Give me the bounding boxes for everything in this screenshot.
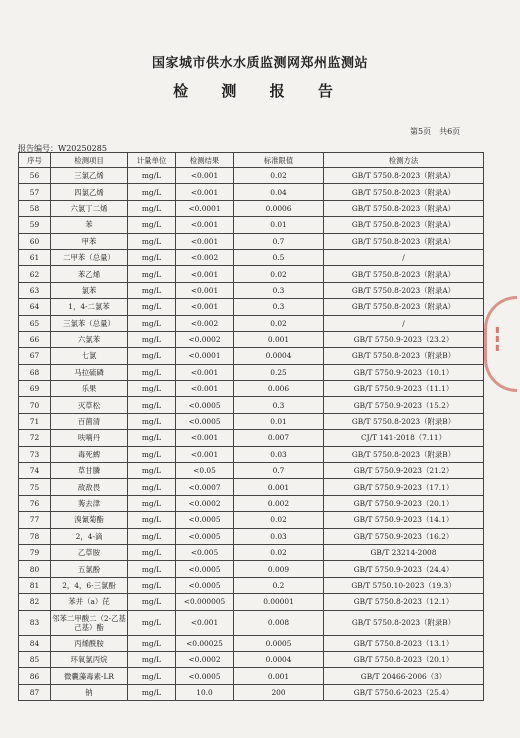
table-row bbox=[19, 544, 484, 560]
cell-index: 81 bbox=[19, 577, 51, 593]
report-number: 报告编号：W20250285 bbox=[18, 144, 107, 153]
cell-method: GB/T 5750.9-2023（14.1） bbox=[324, 512, 484, 528]
cell-result: <0.002 bbox=[176, 249, 234, 265]
cell-index: 87 bbox=[19, 684, 51, 700]
cell-result: <0.0005 bbox=[176, 397, 234, 413]
cell-limit: 0.01 bbox=[234, 413, 324, 429]
cell-item: 毒死蜱 bbox=[51, 446, 128, 462]
cell-limit: 0.006 bbox=[234, 381, 324, 397]
col-header-unit: 计量单位 bbox=[128, 153, 176, 168]
table-row bbox=[19, 249, 484, 265]
cell-result: <0.0002 bbox=[176, 651, 234, 667]
cell-item: 马拉硫磷 bbox=[51, 364, 128, 380]
table-row bbox=[19, 233, 484, 249]
cell-index: 62 bbox=[19, 266, 51, 282]
cell-item: 邻苯二甲酸二（2-乙基己基）酯 bbox=[51, 610, 128, 635]
cell-result: <0.0005 bbox=[176, 512, 234, 528]
cell-item: 甲苯 bbox=[51, 233, 128, 249]
cell-limit: 0.02 bbox=[234, 544, 324, 560]
cell-unit: mg/L bbox=[128, 594, 176, 610]
table-row bbox=[19, 315, 484, 331]
table-row bbox=[19, 217, 484, 233]
cell-result: <0.0005 bbox=[176, 413, 234, 429]
cell-result: 10.0 bbox=[176, 684, 234, 700]
cell-result: <0.000005 bbox=[176, 594, 234, 610]
cell-item: 钠 bbox=[51, 684, 128, 700]
cell-limit: 0.0006 bbox=[234, 200, 324, 216]
cell-result: <0.001 bbox=[176, 217, 234, 233]
cell-limit: 0.002 bbox=[234, 495, 324, 511]
table-row bbox=[19, 168, 484, 184]
cell-item: 敌敌畏 bbox=[51, 479, 128, 495]
table-row bbox=[19, 594, 484, 610]
cell-item: 三氯乙烯 bbox=[51, 168, 128, 184]
cell-method: GB/T 5750.8-2023（12.1） bbox=[324, 594, 484, 610]
cell-unit: mg/L bbox=[128, 233, 176, 249]
cell-method: GB/T 5750.8-2023（附录B） bbox=[324, 413, 484, 429]
cell-result: <0.001 bbox=[176, 266, 234, 282]
cell-method: GB/T 5750.8-2023（附录A） bbox=[324, 299, 484, 315]
cell-method: GB/T 5750.9-2023（17.1） bbox=[324, 479, 484, 495]
table-row bbox=[19, 495, 484, 511]
cell-index: 84 bbox=[19, 635, 51, 651]
cell-unit: mg/L bbox=[128, 282, 176, 298]
cell-limit: 200 bbox=[234, 684, 324, 700]
cell-unit: mg/L bbox=[128, 610, 176, 635]
cell-unit: mg/L bbox=[128, 544, 176, 560]
cell-unit: mg/L bbox=[128, 381, 176, 397]
cell-unit: mg/L bbox=[128, 651, 176, 667]
cell-limit: 0.00001 bbox=[234, 594, 324, 610]
cell-method: GB/T 5750.8-2023（附录A） bbox=[324, 217, 484, 233]
cell-method: GB/T 5750.8-2023（附录A） bbox=[324, 168, 484, 184]
cell-index: 78 bbox=[19, 528, 51, 544]
cell-limit: 0.02 bbox=[234, 315, 324, 331]
cell-result: <0.001 bbox=[176, 610, 234, 635]
table-row bbox=[19, 266, 484, 282]
table-row bbox=[19, 512, 484, 528]
cell-item: 苯乙烯 bbox=[51, 266, 128, 282]
cell-limit: 0.001 bbox=[234, 479, 324, 495]
cell-unit: mg/L bbox=[128, 331, 176, 347]
cell-limit: 0.02 bbox=[234, 168, 324, 184]
cell-index: 70 bbox=[19, 397, 51, 413]
table-row bbox=[19, 331, 484, 347]
cell-unit: mg/L bbox=[128, 266, 176, 282]
table-row bbox=[19, 364, 484, 380]
table-row bbox=[19, 200, 484, 216]
table-row bbox=[19, 561, 484, 577]
cell-result: <0.0005 bbox=[176, 528, 234, 544]
cell-unit: mg/L bbox=[128, 463, 176, 479]
cell-index: 72 bbox=[19, 430, 51, 446]
col-header-result: 检测结果 bbox=[176, 153, 234, 168]
cell-index: 64 bbox=[19, 299, 51, 315]
cell-item: 2，4-滴 bbox=[51, 528, 128, 544]
table-row bbox=[19, 299, 484, 315]
cell-method: GB/T 5750.9-2023（16.2） bbox=[324, 528, 484, 544]
table-row bbox=[19, 668, 484, 684]
cell-limit: 0.01 bbox=[234, 217, 324, 233]
cell-item: 微囊藻毒素-LR bbox=[51, 668, 128, 684]
table-row bbox=[19, 577, 484, 593]
cell-method: GB/T 23214-2008 bbox=[324, 544, 484, 560]
cell-unit: mg/L bbox=[128, 479, 176, 495]
cell-item: 三氯苯（总量） bbox=[51, 315, 128, 331]
cell-unit: mg/L bbox=[128, 217, 176, 233]
cell-method: GB/T 5750.8-2023（附录B） bbox=[324, 348, 484, 364]
cell-method: / bbox=[324, 315, 484, 331]
table-row bbox=[19, 430, 484, 446]
cell-method: GB/T 5750.9-2023（21.2） bbox=[324, 463, 484, 479]
cell-result: <0.0005 bbox=[176, 668, 234, 684]
cell-index: 68 bbox=[19, 364, 51, 380]
report-title: 检 测 报 告 bbox=[173, 82, 347, 100]
cell-limit: 0.2 bbox=[234, 577, 324, 593]
cell-item: 二甲苯（总量） bbox=[51, 249, 128, 265]
cell-limit: 0.7 bbox=[234, 463, 324, 479]
cell-index: 63 bbox=[19, 282, 51, 298]
cell-limit: 0.001 bbox=[234, 331, 324, 347]
cell-unit: mg/L bbox=[128, 413, 176, 429]
cell-index: 76 bbox=[19, 495, 51, 511]
cell-unit: mg/L bbox=[128, 635, 176, 651]
cell-limit: 0.007 bbox=[234, 430, 324, 446]
cell-method: GB/T 5750.9-2023（11.1） bbox=[324, 381, 484, 397]
table-row bbox=[19, 282, 484, 298]
cell-item: 四氯乙烯 bbox=[51, 184, 128, 200]
cell-item: 2，4，6-三氯酚 bbox=[51, 577, 128, 593]
cell-unit: mg/L bbox=[128, 299, 176, 315]
cell-unit: mg/L bbox=[128, 668, 176, 684]
cell-item: 乙草胺 bbox=[51, 544, 128, 560]
cell-unit: mg/L bbox=[128, 168, 176, 184]
col-header-method: 检测方法 bbox=[324, 153, 484, 168]
table-row bbox=[19, 651, 484, 667]
cell-index: 82 bbox=[19, 594, 51, 610]
cell-index: 69 bbox=[19, 381, 51, 397]
cell-unit: mg/L bbox=[128, 184, 176, 200]
cell-method: GB/T 5750.10-2023（19.3） bbox=[324, 577, 484, 593]
cell-result: <0.0002 bbox=[176, 331, 234, 347]
cell-unit: mg/L bbox=[128, 200, 176, 216]
cell-item: 六氯苯 bbox=[51, 331, 128, 347]
cell-index: 85 bbox=[19, 651, 51, 667]
cell-method: GB/T 5750.9-2023（20.1） bbox=[324, 495, 484, 511]
cell-item: 苯并（a）芘 bbox=[51, 594, 128, 610]
cell-limit: 0.04 bbox=[234, 184, 324, 200]
cell-limit: 0.02 bbox=[234, 512, 324, 528]
cell-result: <0.001 bbox=[176, 299, 234, 315]
cell-index: 86 bbox=[19, 668, 51, 684]
table-row bbox=[19, 528, 484, 544]
cell-method: GB/T 5750.8-2023（附录A） bbox=[324, 282, 484, 298]
cell-limit: 0.001 bbox=[234, 668, 324, 684]
cell-result: <0.05 bbox=[176, 463, 234, 479]
cell-unit: mg/L bbox=[128, 684, 176, 700]
cell-limit: 0.02 bbox=[234, 266, 324, 282]
cell-method: / bbox=[324, 249, 484, 265]
cell-limit: 0.03 bbox=[234, 528, 324, 544]
cell-result: <0.001 bbox=[176, 364, 234, 380]
cell-method: GB/T 5750.8-2023（附录A） bbox=[324, 233, 484, 249]
cell-result: <0.00025 bbox=[176, 635, 234, 651]
cell-index: 61 bbox=[19, 249, 51, 265]
cell-method: CJ/T 141-2018（7.11） bbox=[324, 430, 484, 446]
cell-index: 59 bbox=[19, 217, 51, 233]
cell-index: 73 bbox=[19, 446, 51, 462]
cell-method: GB/T 5750.8-2023（附录A） bbox=[324, 200, 484, 216]
cell-method: GB/T 5750.9-2023（15.2） bbox=[324, 397, 484, 413]
cell-limit: 0.03 bbox=[234, 446, 324, 462]
cell-limit: 0.3 bbox=[234, 299, 324, 315]
cell-item: 五氯酚 bbox=[51, 561, 128, 577]
table-row bbox=[19, 684, 484, 700]
cell-result: <0.001 bbox=[176, 446, 234, 462]
cell-index: 75 bbox=[19, 479, 51, 495]
cell-item: 百菌清 bbox=[51, 413, 128, 429]
cell-limit: 0.7 bbox=[234, 233, 324, 249]
cell-unit: mg/L bbox=[128, 512, 176, 528]
cell-method: GB/T 20466-2006（3） bbox=[324, 668, 484, 684]
cell-index: 58 bbox=[19, 200, 51, 216]
cell-result: <0.001 bbox=[176, 233, 234, 249]
cell-unit: mg/L bbox=[128, 528, 176, 544]
cell-item: 苯 bbox=[51, 217, 128, 233]
cell-item: 草甘膦 bbox=[51, 463, 128, 479]
cell-method: GB/T 5750.9-2023（24.4） bbox=[324, 561, 484, 577]
cell-index: 79 bbox=[19, 544, 51, 560]
cell-index: 66 bbox=[19, 331, 51, 347]
cell-index: 80 bbox=[19, 561, 51, 577]
cell-limit: 0.25 bbox=[234, 364, 324, 380]
cell-item: 六氯丁二烯 bbox=[51, 200, 128, 216]
cell-item: 1，4-二氯苯 bbox=[51, 299, 128, 315]
cell-item: 丙烯酰胺 bbox=[51, 635, 128, 651]
table-row bbox=[19, 463, 484, 479]
cell-method: GB/T 5750.9-2023（23.2） bbox=[324, 331, 484, 347]
cell-unit: mg/L bbox=[128, 430, 176, 446]
cell-index: 83 bbox=[19, 610, 51, 635]
cell-result: <0.0001 bbox=[176, 348, 234, 364]
cell-result: <0.0002 bbox=[176, 495, 234, 511]
table-row bbox=[19, 413, 484, 429]
cell-result: <0.0005 bbox=[176, 561, 234, 577]
seal-fragment: ▮▮▮ bbox=[493, 325, 502, 352]
results-table bbox=[18, 152, 484, 701]
cell-method: GB/T 5750.8-2023（附录B） bbox=[324, 610, 484, 635]
cell-unit: mg/L bbox=[128, 561, 176, 577]
cell-item: 乐果 bbox=[51, 381, 128, 397]
cell-item: 环氧氯丙烷 bbox=[51, 651, 128, 667]
col-header-limit: 标准限值 bbox=[234, 153, 324, 168]
cell-unit: mg/L bbox=[128, 249, 176, 265]
cell-method: GB/T 5750.8-2023（20.1） bbox=[324, 651, 484, 667]
table-row bbox=[19, 610, 484, 635]
cell-item: 灭草松 bbox=[51, 397, 128, 413]
cell-limit: 0.5 bbox=[234, 249, 324, 265]
cell-item: 氯苯 bbox=[51, 282, 128, 298]
table-row bbox=[19, 348, 484, 364]
cell-limit: 0.3 bbox=[234, 397, 324, 413]
cell-result: <0.0001 bbox=[176, 200, 234, 216]
cell-index: 77 bbox=[19, 512, 51, 528]
cell-item: 七氯 bbox=[51, 348, 128, 364]
cell-result: <0.001 bbox=[176, 381, 234, 397]
col-header-index: 序号 bbox=[19, 153, 51, 168]
table-row bbox=[19, 635, 484, 651]
cell-method: GB/T 5750.8-2023（13.1） bbox=[324, 635, 484, 651]
cell-index: 71 bbox=[19, 413, 51, 429]
cell-result: <0.0005 bbox=[176, 577, 234, 593]
cell-index: 57 bbox=[19, 184, 51, 200]
cell-index: 60 bbox=[19, 233, 51, 249]
cell-index: 65 bbox=[19, 315, 51, 331]
cell-limit: 0.0004 bbox=[234, 651, 324, 667]
cell-result: <0.001 bbox=[176, 282, 234, 298]
cell-result: <0.001 bbox=[176, 168, 234, 184]
cell-method: GB/T 5750.8-2023（附录A） bbox=[324, 184, 484, 200]
cell-unit: mg/L bbox=[128, 348, 176, 364]
cell-method: GB/T 5750.8-2023（附录A） bbox=[324, 266, 484, 282]
cell-index: 56 bbox=[19, 168, 51, 184]
cell-item: 溴氰菊酯 bbox=[51, 512, 128, 528]
cell-item: 呋喃丹 bbox=[51, 430, 128, 446]
table-row bbox=[19, 381, 484, 397]
table-header-row bbox=[19, 153, 484, 168]
cell-index: 67 bbox=[19, 348, 51, 364]
cell-limit: 0.009 bbox=[234, 561, 324, 577]
cell-unit: mg/L bbox=[128, 495, 176, 511]
cell-result: <0.001 bbox=[176, 430, 234, 446]
col-header-item: 检测项目 bbox=[51, 153, 128, 168]
table-row bbox=[19, 479, 484, 495]
cell-method: GB/T 5750.9-2023（10.1） bbox=[324, 364, 484, 380]
cell-result: <0.005 bbox=[176, 544, 234, 560]
cell-unit: mg/L bbox=[128, 446, 176, 462]
page-number: 第5页 共6页 bbox=[410, 127, 461, 136]
cell-limit: 0.0005 bbox=[234, 635, 324, 651]
cell-unit: mg/L bbox=[128, 364, 176, 380]
cell-unit: mg/L bbox=[128, 397, 176, 413]
cell-method: GB/T 5750.6-2023（25.4） bbox=[324, 684, 484, 700]
table-row bbox=[19, 446, 484, 462]
org-title: 国家城市供水水质监测网郑州监测站 bbox=[151, 56, 368, 71]
cell-result: <0.001 bbox=[176, 184, 234, 200]
cell-limit: 0.0004 bbox=[234, 348, 324, 364]
table-row bbox=[19, 184, 484, 200]
cell-unit: mg/L bbox=[128, 577, 176, 593]
cell-limit: 0.008 bbox=[234, 610, 324, 635]
cell-result: <0.002 bbox=[176, 315, 234, 331]
cell-method: GB/T 5750.8-2023（附录B） bbox=[324, 446, 484, 462]
cell-index: 74 bbox=[19, 463, 51, 479]
cell-item: 莠去津 bbox=[51, 495, 128, 511]
cell-limit: 0.3 bbox=[234, 282, 324, 298]
table-row bbox=[19, 397, 484, 413]
cell-unit: mg/L bbox=[128, 315, 176, 331]
cell-result: <0.0007 bbox=[176, 479, 234, 495]
